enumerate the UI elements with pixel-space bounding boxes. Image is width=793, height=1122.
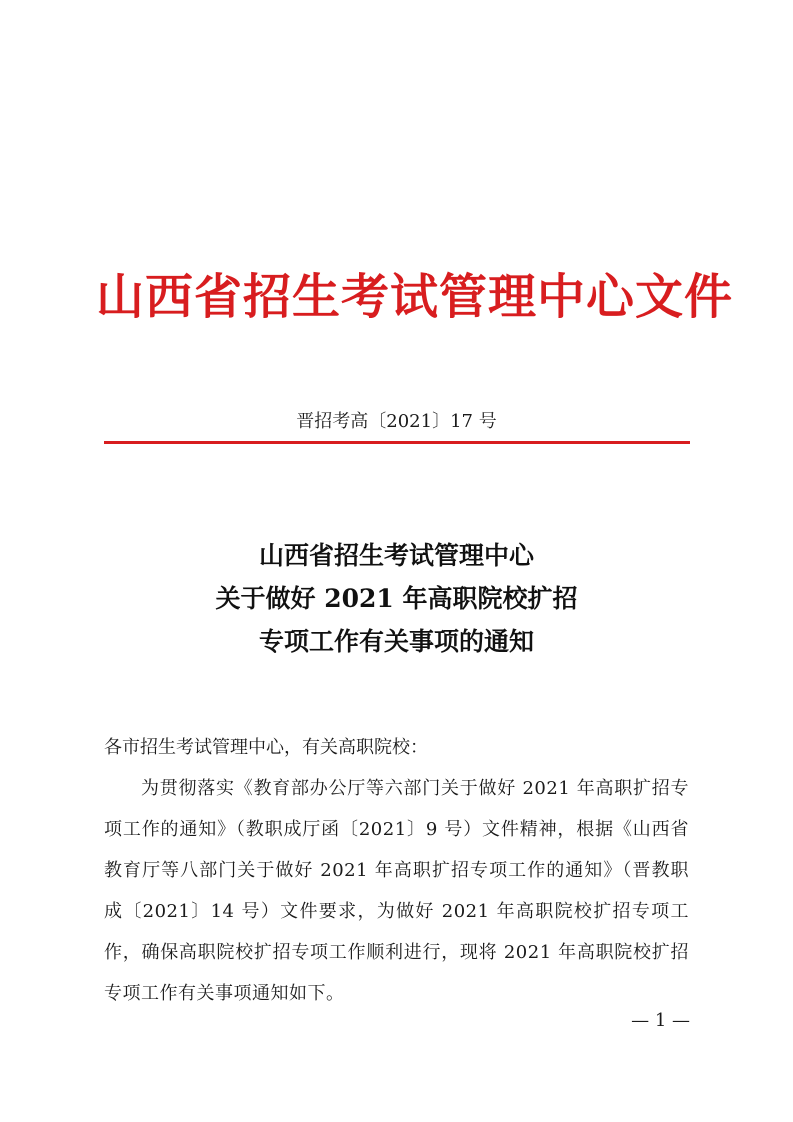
notice-heading-line-3: 专项工作有关事项的通知	[258, 627, 534, 656]
body-paragraph: 为贯彻落实《教育部办公厅等六部门关于做好 2021 年高职扩招专项工作的通知》（教职成厅函〔2021〕9 号）文件精神，根据《山西省教育厅等八部门关于做好 2021 年高职扩招专项工作的通知》（晋教职成〔2021〕14 号）文件要求，为做好 2021 年高职院校扩招专项工作，确保高职院校扩招专项工作顺利进行，现将 2021 年高职院校扩招专项工作有关事项通知如下。	[104, 778, 689, 1004]
notice-heading-line-2: 关于做好 2021 年高职院校扩招	[215, 584, 578, 613]
page-number: — 1 —	[631, 1010, 690, 1031]
document-number: 晋招考高〔2021〕17 号	[296, 411, 497, 432]
issuer-title: 山西省招生考试管理中心文件	[96, 269, 734, 325]
salutation: 各市招生考试管理中心，有关高职院校：	[104, 737, 428, 758]
notice-heading	[104, 534, 689, 663]
notice-body	[104, 728, 689, 1014]
notice-heading-line-1: 山西省招生考试管理中心	[258, 541, 534, 570]
red-divider-line	[104, 441, 690, 444]
